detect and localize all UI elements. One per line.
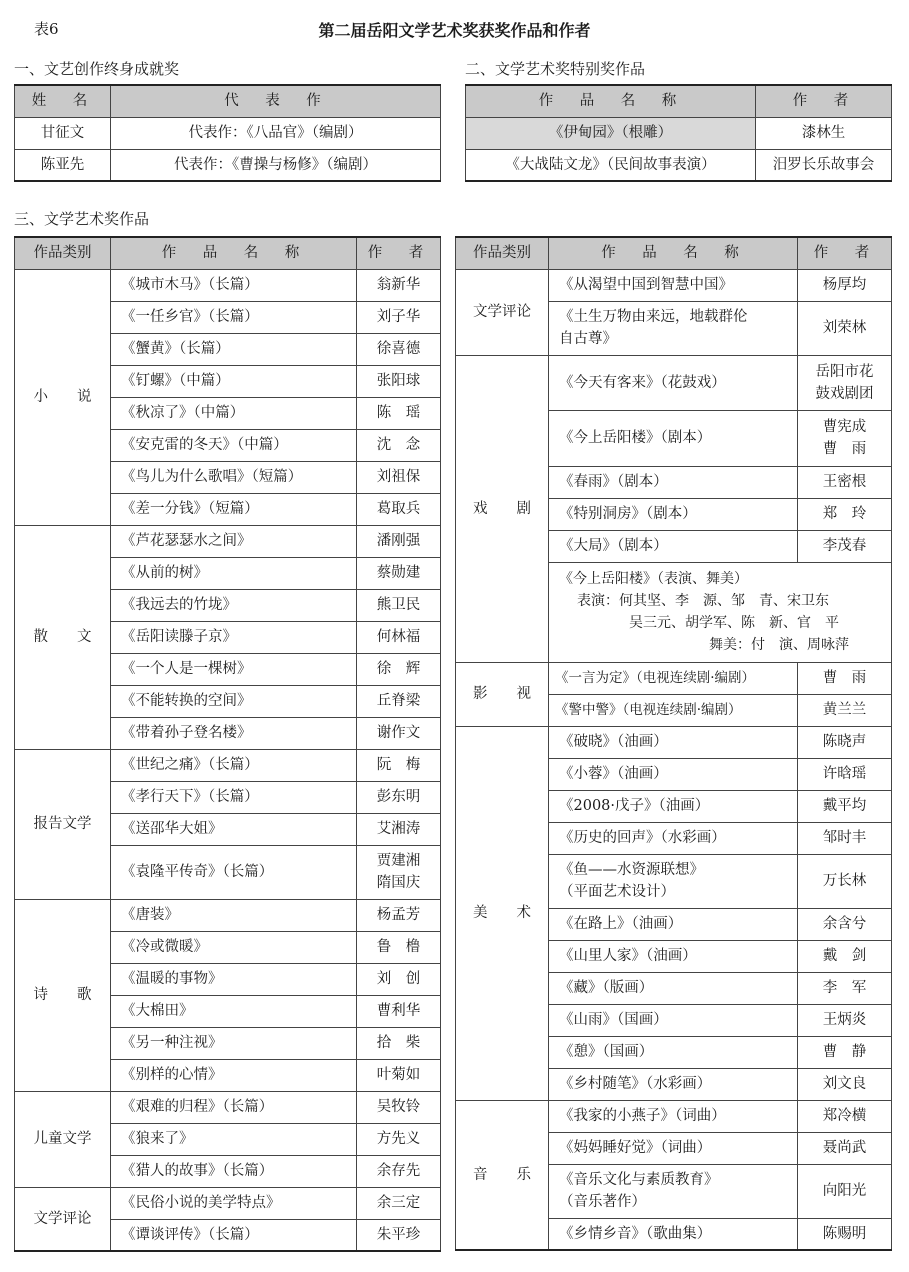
- cell-work: 《猎人的故事》（长篇）: [111, 1155, 357, 1187]
- section1-heading: 一、文艺创作终身成就奖: [14, 60, 180, 78]
- col-header-author: 作 者: [357, 237, 441, 269]
- cell-author: 陈晓声: [798, 726, 892, 758]
- cell-work: 《岳阳读滕子京》: [111, 621, 357, 653]
- cell-work: 《我远去的竹垅》: [111, 589, 357, 621]
- category-cell: 戏 剧: [456, 355, 549, 662]
- table-row: [456, 662, 892, 694]
- cell-author: 曹宪成 曹 雨: [798, 410, 892, 466]
- category-cell: 小 说: [15, 269, 111, 525]
- cell-author: 彭东明: [357, 781, 441, 813]
- col-header-work: 作 品 名 称: [549, 237, 798, 269]
- cell-author: 杨孟芳: [357, 899, 441, 931]
- cell-author: 拾 柴: [357, 1027, 441, 1059]
- table-row: [456, 269, 892, 301]
- cell-author: 艾湘涛: [357, 813, 441, 845]
- table-row: [15, 525, 441, 557]
- cell-work: 《城市木马》（长篇）: [111, 269, 357, 301]
- cell-work: 《从渴望中国到智慧中国》: [549, 269, 798, 301]
- cell-work: 《藏》（版画）: [549, 972, 798, 1004]
- cell-name: 陈亚先: [15, 149, 111, 181]
- cell-work: 《警中警》（电视连续剧·编剧）: [549, 694, 798, 726]
- cell-author: 黄兰兰: [798, 694, 892, 726]
- category-cell: 美 术: [456, 726, 549, 1100]
- cell-work: 《秋凉了》（中篇）: [111, 397, 357, 429]
- category-cell: 音 乐: [456, 1100, 549, 1250]
- cell-author: 叶菊如: [357, 1059, 441, 1091]
- cell-work: 《芦花瑟瑟水之间》: [111, 525, 357, 557]
- cell-work: 《大局》（剧本）: [549, 530, 798, 562]
- cell-author: 漆林生: [756, 117, 892, 149]
- cell-author: 张阳球: [357, 365, 441, 397]
- cell-author: 郑 玲: [798, 498, 892, 530]
- cell-work: 《袁隆平传奇》（长篇）: [111, 845, 357, 899]
- cell-work: 《不能转换的空间》: [111, 685, 357, 717]
- cell-author: 曹 静: [798, 1036, 892, 1068]
- cell-author: 王炳炎: [798, 1004, 892, 1036]
- table-row: [456, 355, 892, 410]
- cell-author: 岳阳市花 鼓戏剧团: [798, 355, 892, 410]
- lifetime-achievement-table: [14, 84, 441, 182]
- cell-author: 刘文良: [798, 1068, 892, 1100]
- cell-author: 刘子华: [357, 301, 441, 333]
- col-header-work: 作 品 名 称: [111, 237, 357, 269]
- table-row: [456, 1100, 892, 1132]
- cell-author: 万长林: [798, 854, 892, 908]
- category-cell: 散 文: [15, 525, 111, 749]
- cell-work: 《乡情乡音》（歌曲集）: [549, 1218, 798, 1250]
- category-cell: 影 视: [456, 662, 549, 726]
- cell-work: 《孝行天下》（长篇）: [111, 781, 357, 813]
- cell-work: 《乡村随笔》（水彩画）: [549, 1068, 798, 1100]
- cell-work: 代表作：《八品官》（编剧）: [111, 117, 441, 149]
- category-cell: 儿童文学: [15, 1091, 111, 1187]
- section3-heading: 三、文学艺术奖作品: [14, 210, 150, 228]
- cell-work: 《土生万物由来远，地载群伦 自古尊》: [549, 301, 798, 355]
- cell-work: 《温暖的事物》: [111, 963, 357, 995]
- cell-work: 《一个人是一棵树》: [111, 653, 357, 685]
- cell-author: 蔡勋建: [357, 557, 441, 589]
- cell-author: 陈 瑶: [357, 397, 441, 429]
- cell-author: 曹 雨: [798, 662, 892, 694]
- cell-work: 《唐装》: [111, 899, 357, 931]
- cell-author: 李茂春: [798, 530, 892, 562]
- cell-work: 《从前的树》: [111, 557, 357, 589]
- section2-heading: 二、文学艺术奖特别奖作品: [465, 60, 646, 78]
- cell-work: 《带着孙子登名楼》: [111, 717, 357, 749]
- cell-work: 《音乐文化与素质教育》 （音乐著作）: [549, 1164, 798, 1218]
- cell-author: 邹时丰: [798, 822, 892, 854]
- cell-work: 《鸟儿为什么歌唱》（短篇）: [111, 461, 357, 493]
- cell-work: 《小蓉》（油画）: [549, 758, 798, 790]
- table-row: [15, 749, 441, 781]
- cell-work: 《憩》（国画）: [549, 1036, 798, 1068]
- cell-author: 方先义: [357, 1123, 441, 1155]
- cell-work: 《蟹黄》（长篇）: [111, 333, 357, 365]
- cell-author: 徐 辉: [357, 653, 441, 685]
- cell-work: 《安克雷的冬天》（中篇）: [111, 429, 357, 461]
- category-cell: 诗 歌: [15, 899, 111, 1091]
- cell-author: 王密根: [798, 466, 892, 498]
- cell-author: 向阳光: [798, 1164, 892, 1218]
- cell-work: 《我家的小燕子》（词曲）: [549, 1100, 798, 1132]
- cell-author: 戴平均: [798, 790, 892, 822]
- cell-work: 代表作：《曹操与杨修》（编剧）: [111, 149, 441, 181]
- cell-author: 贾建湘 隋国庆: [357, 845, 441, 899]
- table-row: [15, 149, 441, 181]
- awards-table-left: [14, 236, 441, 1252]
- col-header-name: 姓 名: [15, 85, 111, 117]
- cell-author: 曹利华: [357, 995, 441, 1027]
- col-header-work: 代 表 作: [111, 85, 441, 117]
- table-number: 表6: [34, 20, 59, 38]
- col-header-work: 作 品 名 称: [466, 85, 756, 117]
- cell-author: 余含兮: [798, 908, 892, 940]
- category-cell: 文学评论: [456, 269, 549, 355]
- cell-work: 《伊甸园》（根雕）: [466, 117, 756, 149]
- cell-author: 杨厚均: [798, 269, 892, 301]
- cell-work: 《一言为定》（电视连续剧·编剧）: [549, 662, 798, 694]
- table-row: [466, 117, 892, 149]
- col-header-category: 作品类别: [456, 237, 549, 269]
- cell-work: 《破晓》（油画）: [549, 726, 798, 758]
- cell-author: 葛取兵: [357, 493, 441, 525]
- cell-work: 《钉螺》（中篇）: [111, 365, 357, 397]
- cell-author: 朱平珍: [357, 1219, 441, 1251]
- cell-author: 戴 剑: [798, 940, 892, 972]
- cell-work: 《春雨》（剧本）: [549, 466, 798, 498]
- cell-author: 潘刚强: [357, 525, 441, 557]
- cell-work: 《一任乡官》（长篇）: [111, 301, 357, 333]
- col-header-author: 作 者: [756, 85, 892, 117]
- category-cell: 报告文学: [15, 749, 111, 899]
- cell-work: 《历史的回声》（水彩画）: [549, 822, 798, 854]
- cell-work: 《山里人家》（油画）: [549, 940, 798, 972]
- cell-author: 丘脊梁: [357, 685, 441, 717]
- category-cell: 文学评论: [15, 1187, 111, 1251]
- cell-work: 《大棉田》: [111, 995, 357, 1027]
- cell-author: 刘荣林: [798, 301, 892, 355]
- cell-work: 《艰难的归程》（长篇）: [111, 1091, 357, 1123]
- cell-work: 《谭谈评传》（长篇）: [111, 1219, 357, 1251]
- table-row: [15, 899, 441, 931]
- cell-work: 《今上岳阳楼》（剧本）: [549, 410, 798, 466]
- table-row: [456, 726, 892, 758]
- cell-work: 《别样的心情》: [111, 1059, 357, 1091]
- awards-table-right: [455, 236, 892, 1251]
- cell-author: 徐喜德: [357, 333, 441, 365]
- cell-author: 陈赐明: [798, 1218, 892, 1250]
- cell-author: 阮 梅: [357, 749, 441, 781]
- cell-author: 李 军: [798, 972, 892, 1004]
- cell-author: 何林福: [357, 621, 441, 653]
- cell-work: 《差一分钱》（短篇）: [111, 493, 357, 525]
- cell-author: 聂尚武: [798, 1132, 892, 1164]
- table-row: [15, 1091, 441, 1123]
- cell-author: 许晗瑶: [798, 758, 892, 790]
- cell-author: 翁新华: [357, 269, 441, 301]
- cell-work: 《冷或微暖》: [111, 931, 357, 963]
- cell-work: 《特别洞房》（剧本）: [549, 498, 798, 530]
- col-header-author: 作 者: [798, 237, 892, 269]
- cell-work: 《在路上》（油画）: [549, 908, 798, 940]
- cell-author: 刘 创: [357, 963, 441, 995]
- cell-work: 《另一种注视》: [111, 1027, 357, 1059]
- page-title: 第二届岳阳文学艺术奖获奖作品和作者: [318, 21, 591, 40]
- cell-author: 吴牧铃: [357, 1091, 441, 1123]
- cell-author: 郑冷横: [798, 1100, 892, 1132]
- cell-author: 熊卫民: [357, 589, 441, 621]
- cell-work: 《世纪之痛》（长篇）: [111, 749, 357, 781]
- special-award-table: [465, 84, 892, 182]
- cell-work: 《民俗小说的美学特点》: [111, 1187, 357, 1219]
- cell-work: 《山雨》（国画）: [549, 1004, 798, 1036]
- cell-author: 余三定: [357, 1187, 441, 1219]
- cell-author: 谢作文: [357, 717, 441, 749]
- cell-author: 刘祖保: [357, 461, 441, 493]
- cell-author: 余存先: [357, 1155, 441, 1187]
- cell-author: 鲁 橹: [357, 931, 441, 963]
- cell-name: 甘征文: [15, 117, 111, 149]
- table-row: [15, 1187, 441, 1219]
- cell-work: 《送邵华大姐》: [111, 813, 357, 845]
- table-row: [466, 149, 892, 181]
- col-header-category: 作品类别: [15, 237, 111, 269]
- cell-author: 汨罗长乐故事会: [756, 149, 892, 181]
- cell-author: 沈 念: [357, 429, 441, 461]
- cell-work: 《鱼——水资源联想》 （平面艺术设计）: [549, 854, 798, 908]
- table-row: [15, 117, 441, 149]
- cell-work: 《大战陆文龙》（民间故事表演）: [466, 149, 756, 181]
- table-row: [15, 269, 441, 301]
- cell-work: 《今天有客来》（花鼓戏）: [549, 355, 798, 410]
- cell-work: 《妈妈睡好觉》（词曲）: [549, 1132, 798, 1164]
- cell-work: 《狼来了》: [111, 1123, 357, 1155]
- cell-work: 《2008·戊子》（油画）: [549, 790, 798, 822]
- special-performance-cell: 《今上岳阳楼》（表演、舞美） 表演：何其坚、李 源、邹 青、宋卫东 吴三元、胡学军、陈 新、官 平 舞美：付 演、周咏萍: [549, 562, 892, 662]
